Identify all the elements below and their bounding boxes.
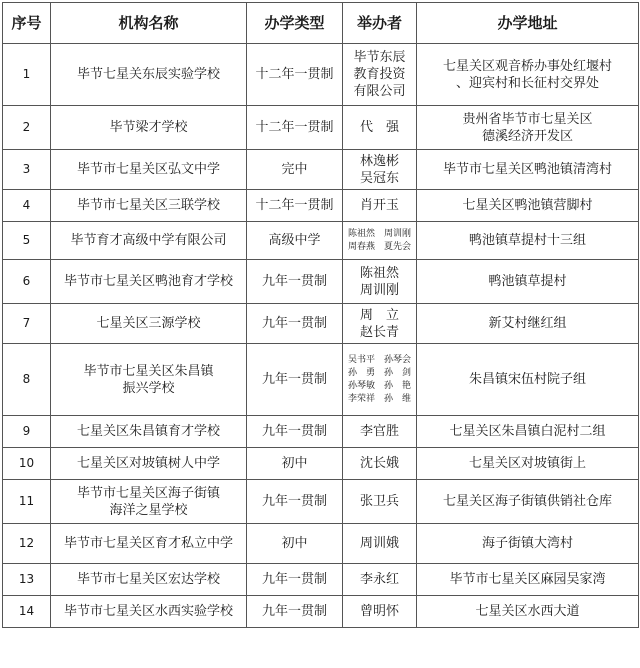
cell-name	[51, 260, 247, 304]
cell-name-line: 毕节育才高级中学有限公司	[70, 233, 227, 248]
table-row	[3, 564, 639, 596]
cell-name	[51, 222, 247, 260]
cell-name-line: 毕节梁才学校	[109, 120, 188, 135]
cell-organizer-line: 周训刚	[359, 282, 399, 298]
cell-organizer-line: 李官胜	[359, 424, 399, 439]
cell-address-line: 、迎宾村和长征村交界处	[455, 75, 599, 91]
cell-seq: 12	[3, 524, 51, 564]
cell-type: 九年一贯制	[247, 596, 343, 628]
cell-address-line: 七星关区对坡镇街上	[468, 456, 586, 471]
cell-organizer-line: 肖开玉	[359, 198, 399, 213]
cell-name	[51, 416, 247, 448]
cell-name	[51, 448, 247, 480]
cell-organizer-line: 代 强	[359, 120, 399, 135]
table-row	[3, 150, 639, 190]
cell-seq: 4	[3, 190, 51, 222]
cell-type: 九年一贯制	[247, 564, 343, 596]
cell-organizer	[343, 596, 417, 628]
cell-organizer	[343, 448, 417, 480]
cell-organizer-line: 张卫兵	[359, 494, 399, 509]
table-row	[3, 44, 639, 106]
cell-type: 九年一贯制	[247, 480, 343, 524]
table-row	[3, 304, 639, 344]
header-organizer: 举办者	[343, 3, 417, 44]
cell-address	[417, 222, 639, 260]
cell-name	[51, 304, 247, 344]
cell-organizer	[343, 304, 417, 344]
cell-type: 高级中学	[247, 222, 343, 260]
header-type: 办学类型	[247, 3, 343, 44]
cell-organizer-line: 曾明怀	[359, 604, 399, 619]
cell-organizer-line: 李荣祥 孙 维	[347, 393, 411, 404]
cell-organizer-line: 陈祖然	[359, 265, 399, 281]
cell-organizer-line: 毕节东辰	[353, 50, 406, 65]
cell-seq: 6	[3, 260, 51, 304]
cell-address	[417, 480, 639, 524]
cell-type: 完中	[247, 150, 343, 190]
cell-address-line: 朱昌镇宋伍村院子组	[468, 372, 586, 387]
cell-name-line: 毕节市七星关区三联学校	[76, 198, 220, 213]
cell-name-line: 毕节市七星关区宏达学校	[76, 572, 220, 587]
cell-seq: 8	[3, 344, 51, 416]
cell-address-line: 毕节市七星关区麻园吴家湾	[449, 572, 606, 587]
cell-seq: 10	[3, 448, 51, 480]
cell-type: 九年一贯制	[247, 416, 343, 448]
cell-address-line: 七星关区观音桥办事处红堰村	[442, 58, 612, 74]
cell-organizer	[343, 150, 417, 190]
school-table	[2, 2, 639, 628]
cell-organizer-line: 有限公司	[353, 84, 406, 99]
cell-organizer-line: 孙琴敏 孙 艳	[347, 380, 411, 391]
cell-address-line: 七星关区水西大道	[475, 604, 580, 619]
cell-address	[417, 448, 639, 480]
cell-organizer-line: 教育投资	[353, 67, 406, 82]
cell-seq: 2	[3, 106, 51, 150]
cell-address-line: 七星关区朱昌镇白泥村二组	[449, 424, 606, 439]
cell-address	[417, 260, 639, 304]
cell-organizer	[343, 44, 417, 106]
header-seq: 序号	[3, 3, 51, 44]
cell-name-line: 七星关区对坡镇树人中学	[76, 456, 220, 471]
cell-address	[417, 596, 639, 628]
cell-address	[417, 564, 639, 596]
cell-name-line: 毕节七星关东辰实验学校	[76, 67, 220, 82]
cell-name	[51, 190, 247, 222]
cell-type: 初中	[247, 524, 343, 564]
cell-organizer-line: 吴冠东	[359, 170, 399, 186]
cell-organizer	[343, 524, 417, 564]
cell-organizer	[343, 106, 417, 150]
cell-organizer	[343, 260, 417, 304]
cell-type: 九年一贯制	[247, 304, 343, 344]
table-row	[3, 344, 639, 416]
cell-organizer-line: 林逸彬	[359, 153, 399, 169]
table-row	[3, 190, 639, 222]
cell-address-line: 新艾村继红组	[488, 316, 567, 331]
cell-type: 十二年一贯制	[247, 106, 343, 150]
cell-address	[417, 304, 639, 344]
cell-seq: 7	[3, 304, 51, 344]
cell-name-line: 海洋之星学校	[109, 502, 188, 518]
cell-name-line: 毕节市七星关区朱昌镇	[83, 363, 214, 379]
table-row	[3, 260, 639, 304]
cell-name-line: 毕节市七星关区海子街镇	[76, 485, 220, 501]
cell-organizer-line: 赵长青	[359, 324, 399, 340]
cell-address-line: 海子街镇大湾村	[481, 536, 573, 551]
table-row	[3, 416, 639, 448]
cell-address	[417, 44, 639, 106]
cell-organizer	[343, 222, 417, 260]
cell-address-line: 七星关区鸭池镇营脚村	[462, 198, 593, 213]
cell-name	[51, 564, 247, 596]
cell-address-line: 鸭池镇草提村	[488, 274, 567, 289]
cell-type: 初中	[247, 448, 343, 480]
cell-organizer-line: 孙 勇 孙 剑	[347, 367, 411, 378]
cell-name-line: 毕节市七星关区育才私立中学	[63, 536, 233, 551]
cell-organizer-line: 陈祖然 周训刚	[347, 228, 411, 239]
cell-address	[417, 150, 639, 190]
cell-name-line: 振兴学校	[122, 380, 175, 396]
cell-address-line: 贵州省毕节市七星关区	[462, 111, 593, 127]
header-address: 办学地址	[417, 3, 639, 44]
cell-name-line: 七星关区朱昌镇育才学校	[76, 424, 220, 439]
cell-type: 九年一贯制	[247, 260, 343, 304]
table-row	[3, 596, 639, 628]
cell-address-line: 七星关区海子街镇供销社仓库	[442, 494, 612, 509]
cell-type: 十二年一贯制	[247, 44, 343, 106]
cell-name-line: 七星关区三源学校	[96, 316, 201, 331]
cell-name	[51, 344, 247, 416]
cell-organizer	[343, 190, 417, 222]
cell-name	[51, 596, 247, 628]
cell-address	[417, 106, 639, 150]
cell-organizer-line: 沈长娥	[359, 456, 399, 471]
table-header-row	[3, 3, 639, 44]
cell-organizer	[343, 344, 417, 416]
cell-type: 九年一贯制	[247, 344, 343, 416]
cell-organizer-line: 李永红	[359, 572, 399, 587]
cell-seq: 14	[3, 596, 51, 628]
cell-seq: 9	[3, 416, 51, 448]
cell-address	[417, 416, 639, 448]
cell-name	[51, 480, 247, 524]
cell-address-line: 德溪经济开发区	[481, 128, 573, 144]
table-row	[3, 448, 639, 480]
cell-organizer	[343, 564, 417, 596]
cell-name-line: 毕节市七星关区弘文中学	[76, 162, 220, 177]
cell-address	[417, 190, 639, 222]
cell-seq: 13	[3, 564, 51, 596]
cell-name	[51, 524, 247, 564]
cell-type: 十二年一贯制	[247, 190, 343, 222]
cell-organizer-line: 吴书平 孙琴会	[347, 354, 411, 365]
cell-organizer-line: 周 立	[359, 307, 399, 323]
cell-name-line: 毕节市七星关区鸭池育才学校	[63, 274, 233, 289]
table-row	[3, 480, 639, 524]
cell-seq: 5	[3, 222, 51, 260]
table-row	[3, 524, 639, 564]
cell-organizer-line: 周春燕 夏先会	[347, 241, 411, 252]
cell-seq: 3	[3, 150, 51, 190]
cell-organizer-line: 周训娥	[359, 536, 399, 551]
cell-name-line: 毕节市七星关区水西实验学校	[63, 604, 233, 619]
cell-address	[417, 344, 639, 416]
cell-organizer	[343, 480, 417, 524]
header-name: 机构名称	[51, 3, 247, 44]
cell-seq: 11	[3, 480, 51, 524]
cell-organizer	[343, 416, 417, 448]
cell-name	[51, 106, 247, 150]
cell-address-line: 鸭池镇草提村十三组	[468, 233, 586, 248]
cell-address-line: 毕节市七星关区鸭池镇清湾村	[442, 162, 612, 177]
cell-name	[51, 150, 247, 190]
table-row	[3, 222, 639, 260]
table-body	[3, 44, 639, 628]
cell-address	[417, 524, 639, 564]
table-row	[3, 106, 639, 150]
cell-seq: 1	[3, 44, 51, 106]
cell-name	[51, 44, 247, 106]
